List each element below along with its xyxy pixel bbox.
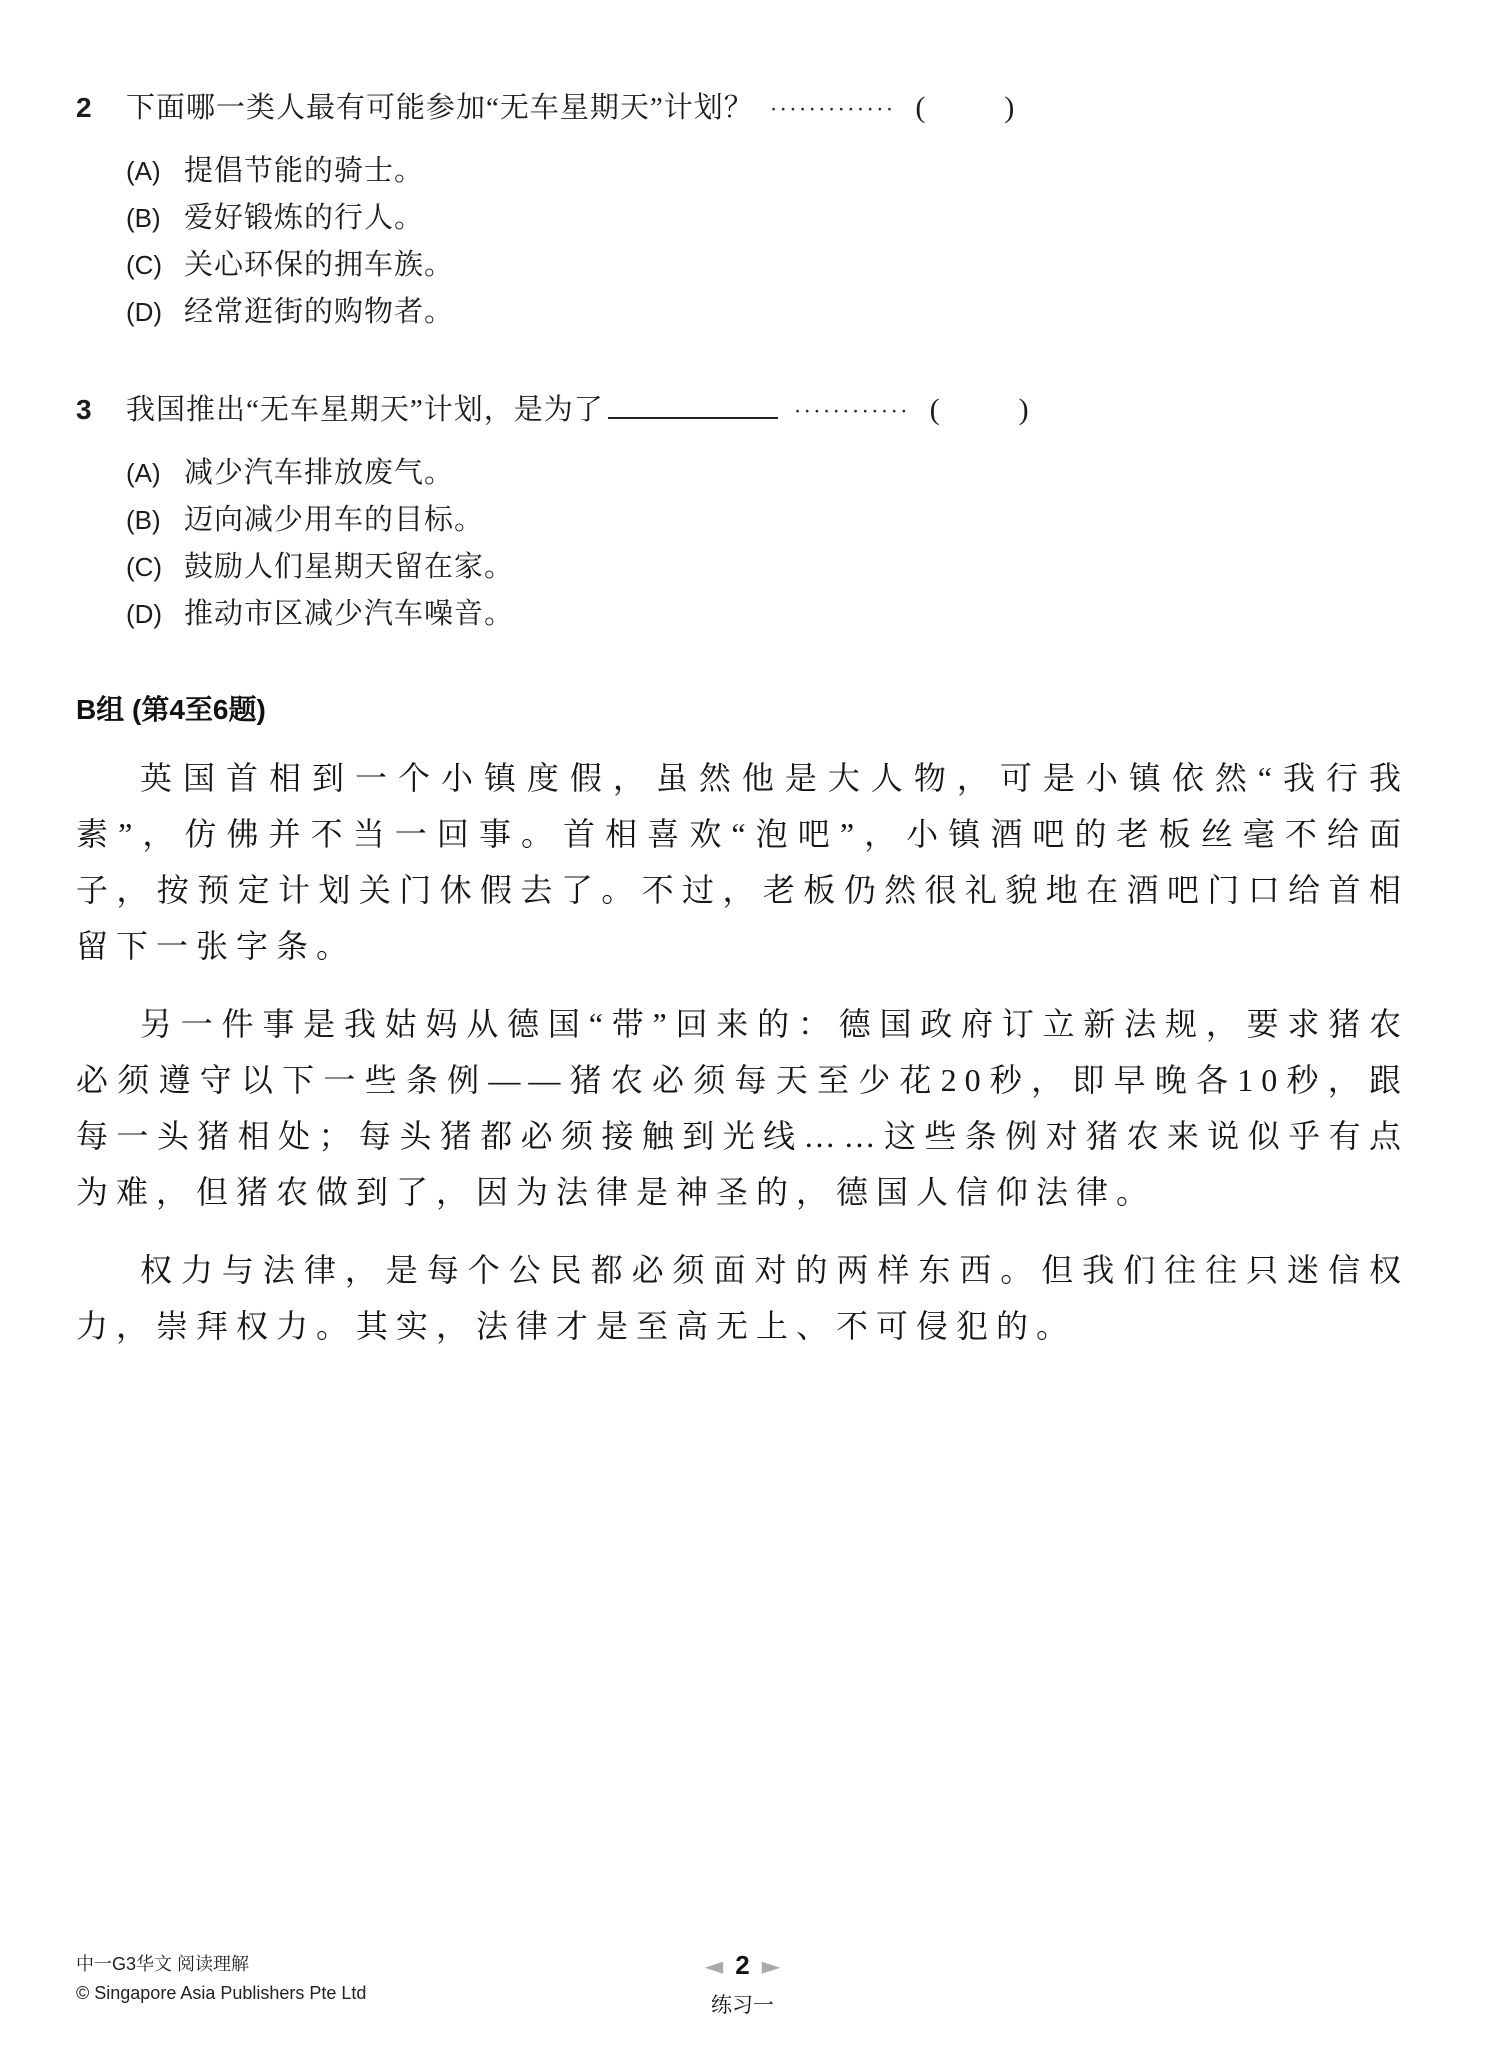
bracket-close: ) [1018,393,1030,426]
option-label: (C) [126,552,163,582]
question-2 [76,86,1409,336]
option-text: 经常逛街的购物者。 [184,296,455,328]
page-navigation [705,1950,780,1981]
option-row [76,591,1409,638]
next-page-icon: ► [761,1951,781,1980]
prev-page-icon: ◄ [704,1951,724,1980]
passage-paragraph: 英国首相到一个小镇度假，虽然他是大人物，可是小镇依然“我行我素”，仿佛并不当一回事。首相喜欢“泡吧”，小镇酒吧的老板丝毫不给面子，按预定计划关门休假去了。不过，老板仍然很礼貌地在酒吧门口给首相留下一张字条。 [76,760,1409,964]
section-b-header: B组 (第4至6题) [76,694,266,725]
option-row [76,242,1409,289]
copyright-line: © Singapore Asia Publishers Pte Ltd [76,1983,367,2003]
answer-bracket [915,86,1015,130]
dotted-leader: ············ [793,399,910,424]
option-label: (A) [126,156,161,186]
option-row [76,289,1409,336]
option-text: 迈向减少用车的目标。 [184,504,485,536]
question-2-options [76,148,1409,336]
series-title: 中一G3华文 阅读理解 [76,1954,250,1974]
question-text: 我国推出“无车星期天”计划，是为了 [126,394,604,426]
bracket-close: ) [1004,91,1016,124]
option-text: 鼓励人们星期天留在家。 [184,551,515,583]
option-text: 推动市区减少汽车噪音。 [184,598,515,630]
question-3-line [76,388,1409,434]
question-number: 2 [76,92,92,123]
option-label: (A) [126,458,161,488]
option-text: 爱好锻炼的行人。 [184,202,425,234]
option-row [76,148,1409,195]
answer-blank-line [608,394,778,419]
page-footer [76,1950,1409,2017]
option-row [76,195,1409,242]
option-label: (D) [126,599,163,629]
footer-page-block [705,1950,780,2019]
option-text: 减少汽车排放废气。 [184,457,455,489]
option-label: (B) [126,203,161,233]
option-label: (C) [126,250,163,280]
reading-passage [76,750,1409,1354]
passage-paragraph: 权力与法律，是每个公民都必须面对的两样东西。但我们往往只迷信权力，崇拜权力。其实，法律才是至高无上、不可侵犯的。 [76,1252,1409,1344]
option-row [76,497,1409,544]
question-number: 3 [76,394,92,425]
question-3 [76,388,1409,638]
answer-bracket [930,388,1030,432]
bracket-open: ( [929,393,941,426]
option-label: (D) [126,297,163,327]
dotted-leader: ············· [769,97,896,122]
question-text: 下面哪一类人最有可能参加“无车星期天”计划？ [126,92,754,124]
question-2-line [76,86,1409,132]
option-text: 提倡节能的骑士。 [184,155,425,187]
bracket-open: ( [915,91,927,124]
option-label: (B) [126,505,161,535]
question-3-options [76,450,1409,638]
option-text: 关心环保的拥车族。 [184,249,455,281]
option-row [76,544,1409,591]
passage-paragraph: 另一件事是我姑妈从德国“带”回来的：德国政府订立新法规，要求猪农必须遵守以下一些条例——猪农必须每天至少花20秒，即早晚各10秒，跟每一头猪相处；每头猪都必须接触到光线……这些条例对猪农来说似乎有点为难，但猪农做到了，因为法律是神圣的，德国人信仰法律。 [76,1006,1409,1210]
page-number: 2 [735,1950,750,1980]
exercise-label: 练习一 [711,1993,774,2017]
option-row [76,450,1409,497]
